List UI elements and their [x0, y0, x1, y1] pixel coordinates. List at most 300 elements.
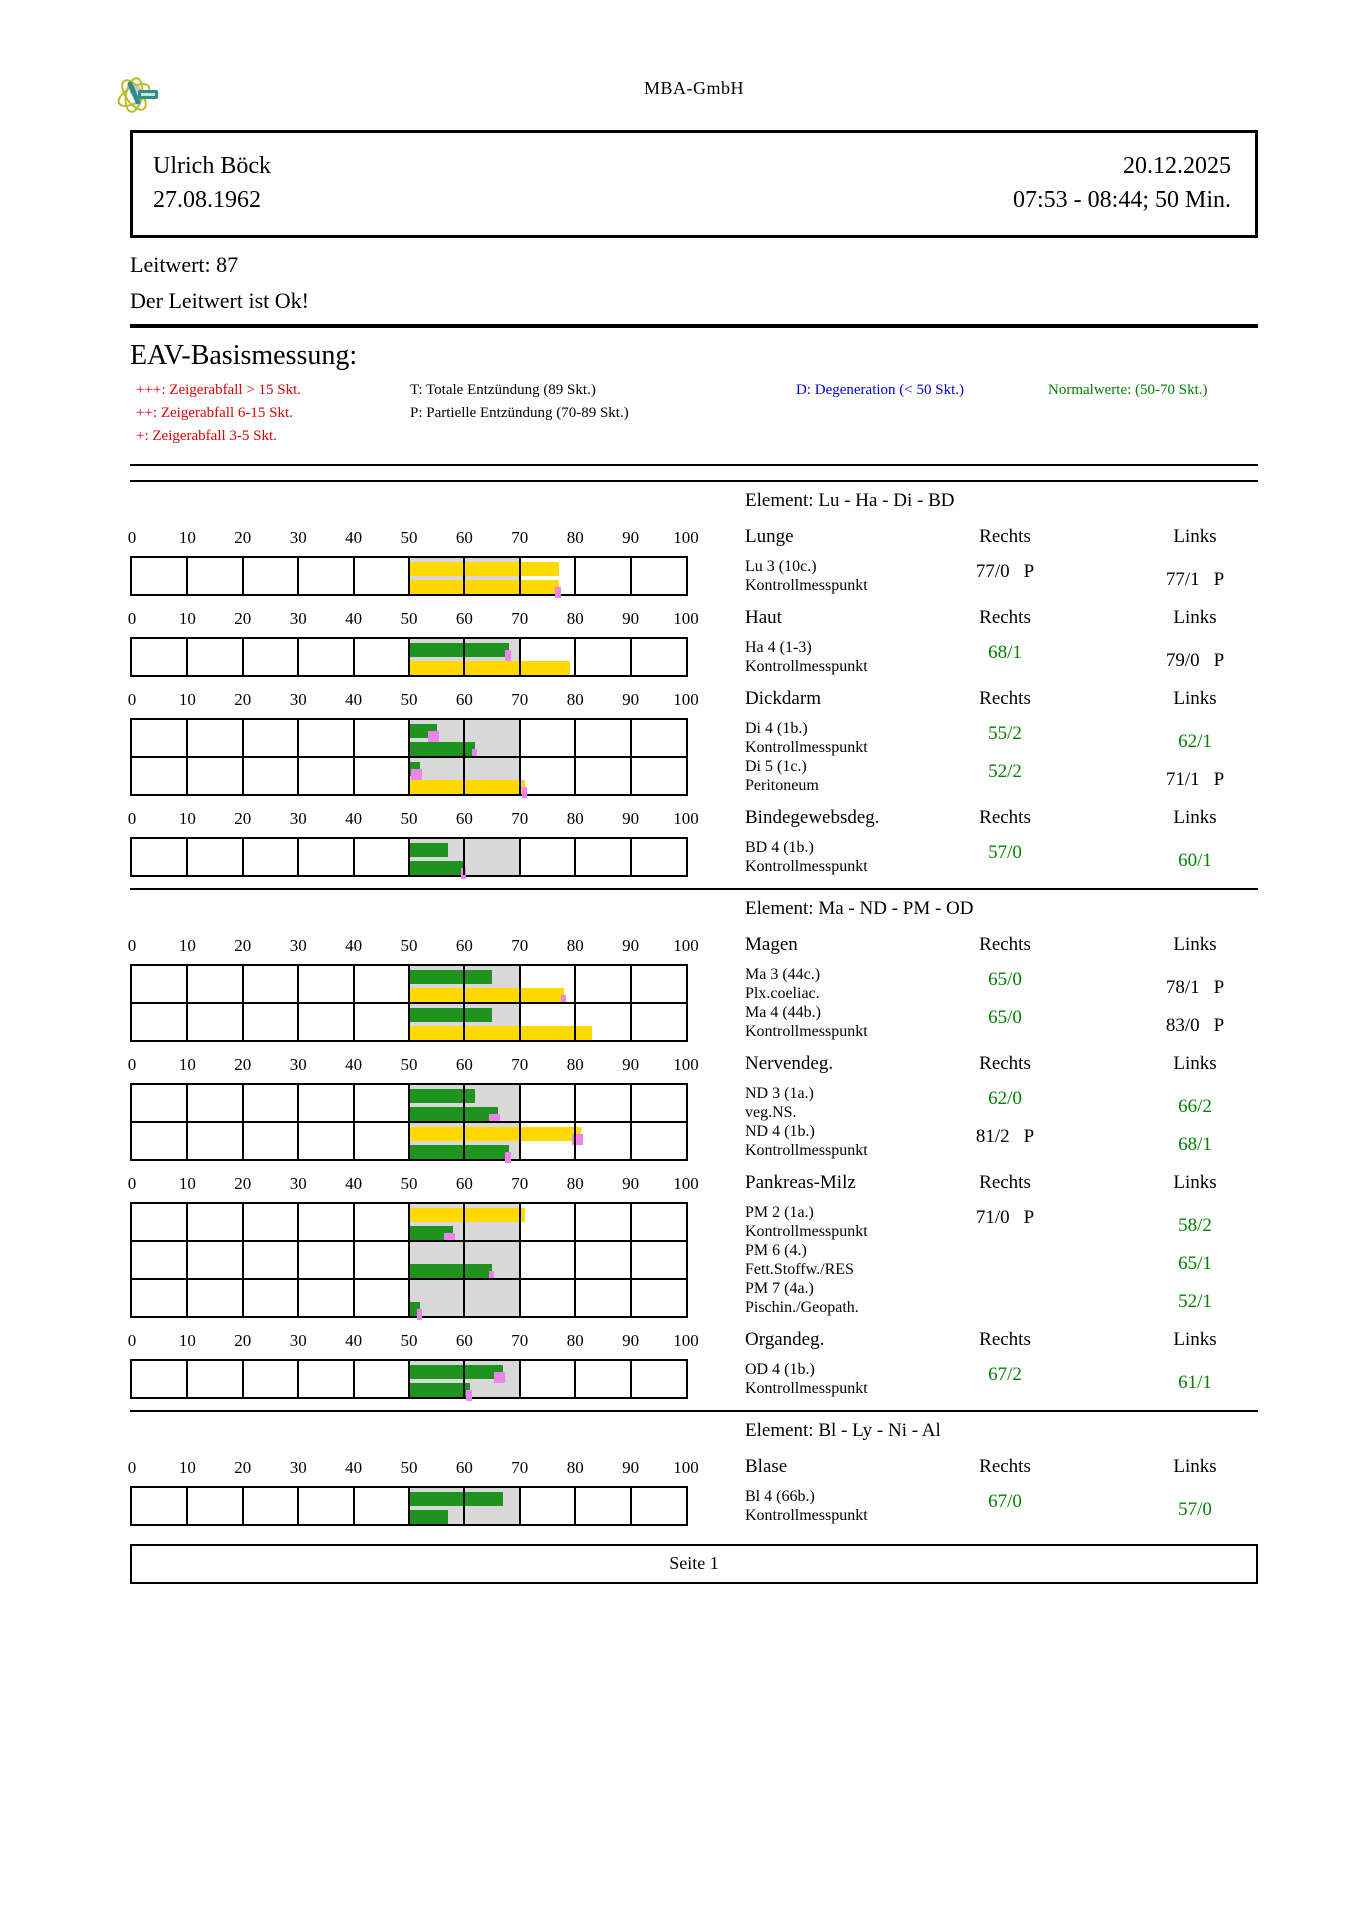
gridline — [574, 966, 576, 1002]
scale-tick: 40 — [345, 1331, 363, 1350]
gridline — [242, 720, 244, 756]
value-text: 61/1 — [1178, 1372, 1212, 1393]
scale-tick: 80 — [566, 690, 584, 709]
point-label: Pischin./Geopath. — [745, 1299, 859, 1316]
scale-tick: 30 — [289, 528, 307, 547]
drop-indicator — [417, 1309, 423, 1320]
value-rechts — [920, 1007, 1090, 1029]
gridline — [297, 758, 299, 794]
value-links — [1110, 1215, 1280, 1237]
column-header-links: Links — [1173, 1329, 1217, 1350]
measure-bar-links — [409, 661, 570, 675]
gridline — [519, 1488, 521, 1524]
point-name: Ma 4 (44b.) — [745, 1004, 821, 1021]
value-text: 83/0 — [1165, 1015, 1200, 1036]
column-header-rechts: Rechts — [979, 688, 1031, 709]
scale-tick: 40 — [345, 809, 363, 828]
scale-tick: 20 — [234, 528, 252, 547]
gridline — [574, 1204, 576, 1240]
point-label: Kontrollmesspunkt — [745, 1023, 868, 1040]
organ-name: Blase — [745, 1456, 788, 1477]
scale-tick: 100 — [673, 528, 699, 547]
scale-tick: 60 — [455, 1055, 473, 1074]
leitwert-value: Leitwert: 87 — [130, 252, 239, 277]
gridline — [353, 839, 355, 875]
scale-tick: 90 — [622, 1055, 640, 1074]
leitwert-status: Der Leitwert ist Ok! — [130, 288, 309, 313]
value-text: 77/0 — [975, 561, 1010, 582]
gridline — [574, 1361, 576, 1397]
gridline — [353, 1204, 355, 1240]
scale-tick: 70 — [511, 609, 529, 628]
scale-tick: 10 — [178, 1174, 196, 1193]
value-links — [1110, 1134, 1280, 1156]
scale-tick: 80 — [566, 1055, 584, 1074]
organ-name: Nervendeg. — [745, 1053, 834, 1074]
measure-bar-rechts — [409, 1008, 492, 1022]
gridline — [519, 1204, 521, 1240]
scale-tick: 60 — [455, 690, 473, 709]
chart-box — [130, 1202, 688, 1242]
gridline — [574, 1242, 576, 1278]
gridline — [242, 758, 244, 794]
value-rechts — [920, 642, 1090, 664]
legend-degeneration: D: Degeneration (< 50 Skt.) — [796, 382, 965, 398]
measure-point-description — [745, 1003, 917, 1041]
gridline — [297, 639, 299, 675]
column-header-rechts: Rechts — [979, 526, 1031, 547]
gridline — [519, 1085, 521, 1121]
gridline — [463, 1361, 465, 1397]
gridline — [186, 839, 188, 875]
scale-tick: 0 — [127, 1331, 137, 1350]
value-text: 62/0 — [988, 1088, 1022, 1109]
value-text: 67/0 — [988, 1491, 1022, 1512]
gridline — [297, 558, 299, 594]
organ-header-row — [127, 1329, 1258, 1355]
gridline — [519, 639, 521, 675]
point-name: PM 6 (4.) — [745, 1242, 807, 1259]
drop-indicator — [428, 731, 439, 742]
scale-tick: 70 — [511, 528, 529, 547]
partial-inflammation-flag: P — [1023, 561, 1035, 582]
value-links — [1110, 650, 1280, 672]
measure-bar-rechts — [409, 1365, 503, 1379]
scale-tick: 20 — [234, 1458, 252, 1477]
point-name: Bl 4 (66b.) — [745, 1488, 815, 1505]
scale-tick: 20 — [234, 809, 252, 828]
scale-tick: 40 — [345, 690, 363, 709]
point-label: Kontrollmesspunkt — [745, 1507, 868, 1524]
scale-tick: 100 — [673, 1055, 699, 1074]
scale-tick: 10 — [178, 609, 196, 628]
point-label: Kontrollmesspunkt — [745, 858, 868, 875]
column-header-rechts: Rechts — [979, 607, 1031, 628]
value-links — [1110, 769, 1280, 791]
measure-bar-links — [409, 742, 475, 756]
partial-inflammation-flag: P — [1213, 1015, 1225, 1036]
point-name: PM 7 (4a.) — [745, 1280, 814, 1297]
scale-tick: 20 — [234, 1331, 252, 1350]
gridline — [353, 1488, 355, 1524]
scale-tick: 50 — [400, 690, 418, 709]
organ-measurements — [130, 964, 1258, 1042]
scale-tick: 100 — [673, 1458, 699, 1477]
drop-indicator — [555, 587, 561, 598]
scale-tick: 100 — [673, 936, 699, 955]
gridline — [630, 639, 632, 675]
scale-tick: 0 — [127, 528, 137, 547]
scale-tick: 0 — [127, 809, 137, 828]
column-header-links: Links — [1173, 526, 1217, 547]
measure-bar-links — [409, 1145, 509, 1159]
scale-tick: 10 — [178, 1055, 196, 1074]
legend-red-2: ++: Zeigerabfall 6-15 Skt. — [136, 405, 293, 421]
partial-inflammation-flag: P — [1213, 650, 1225, 671]
legend-red-3: +: Zeigerabfall 3-5 Skt. — [136, 428, 277, 444]
gridline — [408, 1280, 410, 1316]
column-header-rechts: Rechts — [979, 1172, 1031, 1193]
scale-tick: 0 — [127, 1458, 137, 1477]
gridline — [353, 720, 355, 756]
scale-tick: 0 — [127, 936, 137, 955]
gridline — [463, 1123, 465, 1159]
point-label: veg.NS. — [745, 1104, 797, 1121]
gridline — [186, 1242, 188, 1278]
column-header-rechts: Rechts — [979, 1456, 1031, 1477]
gridline — [408, 558, 410, 594]
legend-partiell: P: Partielle Entzündung (70-89 Skt.) — [410, 405, 629, 421]
value-rechts — [920, 1491, 1090, 1513]
gridline — [574, 558, 576, 594]
gridline — [186, 558, 188, 594]
scale-tick: 20 — [234, 1055, 252, 1074]
gridline — [353, 758, 355, 794]
measure-point-description — [745, 1487, 917, 1525]
scale-tick: 100 — [673, 690, 699, 709]
legend-total: T: Totale Entzündung (89 Skt.) — [410, 382, 596, 398]
gridline — [463, 1242, 465, 1278]
scale-tick: 40 — [345, 1055, 363, 1074]
gridline — [242, 558, 244, 594]
gridline — [630, 1004, 632, 1040]
scale-tick: 70 — [511, 1174, 529, 1193]
gridline — [353, 1280, 355, 1316]
gridline — [574, 1488, 576, 1524]
gridline — [186, 758, 188, 794]
scale-tick: 10 — [178, 1331, 196, 1350]
value-links — [1110, 731, 1280, 753]
gridline — [408, 639, 410, 675]
gridline — [519, 720, 521, 756]
column-header-rechts: Rechts — [979, 1329, 1031, 1350]
measure-bar-links — [409, 1302, 420, 1316]
point-name: BD 4 (1b.) — [745, 839, 814, 856]
element-header: Element: Lu - Ha - Di - BD — [745, 490, 955, 511]
value-rechts — [920, 561, 1090, 583]
value-links — [1110, 1015, 1280, 1037]
gridline — [630, 1280, 632, 1316]
scale-tick: 50 — [400, 528, 418, 547]
legend — [130, 382, 1258, 454]
measure-point-description — [745, 1203, 917, 1241]
value-text: 65/0 — [988, 969, 1022, 990]
value-links — [1110, 1291, 1280, 1313]
measure-point-description — [745, 757, 917, 795]
gridline — [186, 1488, 188, 1524]
value-rechts — [920, 1364, 1090, 1386]
section-divider-rule — [130, 1410, 1258, 1412]
element-header: Element: Ma - ND - PM - OD — [745, 898, 974, 919]
gridline — [186, 1204, 188, 1240]
point-name: Lu 3 (10c.) — [745, 558, 817, 575]
gridline — [408, 1004, 410, 1040]
column-header-links: Links — [1173, 1172, 1217, 1193]
gridline — [408, 1361, 410, 1397]
scale-tick: 80 — [566, 528, 584, 547]
element-header: Element: Bl - Ly - Ni - Al — [745, 1420, 941, 1441]
gridline — [353, 1085, 355, 1121]
gridline — [408, 1488, 410, 1524]
scale-tick: 40 — [345, 1174, 363, 1193]
scale-tick: 80 — [566, 936, 584, 955]
gridline — [463, 639, 465, 675]
drop-indicator — [494, 1372, 505, 1383]
partial-inflammation-flag: P — [1213, 569, 1225, 590]
gridline — [463, 1204, 465, 1240]
column-header-rechts: Rechts — [979, 807, 1031, 828]
section-divider-rule — [130, 480, 1258, 482]
chart-box — [130, 556, 688, 596]
gridline — [408, 1123, 410, 1159]
measure-point-description — [745, 557, 917, 595]
point-name: Ha 4 (1-3) — [745, 639, 812, 656]
gridline — [519, 1280, 521, 1316]
value-text: 55/2 — [988, 723, 1022, 744]
gridline — [297, 1242, 299, 1278]
gridline — [574, 758, 576, 794]
value-text: 78/1 — [1165, 977, 1200, 998]
value-rechts — [920, 723, 1090, 745]
measure-point-description — [745, 838, 917, 876]
organ-header-row — [127, 1172, 1258, 1198]
measure-bar-links — [409, 1026, 592, 1040]
value-links — [1110, 850, 1280, 872]
chart-box — [130, 964, 688, 1004]
scale-tick: 100 — [673, 1174, 699, 1193]
gridline — [242, 1204, 244, 1240]
point-name: Di 5 (1c.) — [745, 758, 807, 775]
gridline — [242, 966, 244, 1002]
scale-tick: 80 — [566, 1174, 584, 1193]
column-header-links: Links — [1173, 1456, 1217, 1477]
scale-tick: 50 — [400, 809, 418, 828]
gridline — [297, 1361, 299, 1397]
scale-tick: 70 — [511, 690, 529, 709]
divider-rule — [130, 464, 1258, 466]
scale-tick: 70 — [511, 809, 529, 828]
gridline — [519, 758, 521, 794]
drop-indicator — [505, 650, 511, 661]
organ-header-row — [127, 607, 1258, 633]
organ-name: Pankreas-Milz — [745, 1172, 856, 1193]
measure-bar-rechts — [409, 1127, 581, 1141]
scale-tick: 60 — [455, 936, 473, 955]
patient-info-box — [130, 130, 1258, 238]
chart-box — [130, 837, 688, 877]
value-text: 52/2 — [988, 761, 1022, 782]
scale-tick: 80 — [566, 1331, 584, 1350]
gridline — [242, 1488, 244, 1524]
scale-tick: 60 — [455, 1458, 473, 1477]
value-links — [1110, 977, 1280, 999]
measure-bar-links — [409, 1264, 492, 1278]
organ-measurements — [130, 837, 1258, 877]
organ-header-row — [127, 688, 1258, 714]
gridline — [353, 1361, 355, 1397]
gridline — [630, 1361, 632, 1397]
point-label: Fett.Stoffw./RES — [745, 1261, 854, 1278]
measure-point-description — [745, 719, 917, 757]
chart-box — [130, 756, 688, 796]
organ-measurements — [130, 637, 1258, 677]
gridline — [463, 720, 465, 756]
gridline — [297, 1123, 299, 1159]
gridline — [297, 966, 299, 1002]
point-name: Ma 3 (44c.) — [745, 966, 821, 983]
scale-tick: 90 — [622, 809, 640, 828]
scale-tick: 20 — [234, 609, 252, 628]
organ-measurements — [130, 1359, 1258, 1399]
column-header-links: Links — [1173, 1053, 1217, 1074]
scale-tick: 80 — [566, 1458, 584, 1477]
gridline — [297, 839, 299, 875]
gridline — [297, 1004, 299, 1040]
gridline — [408, 966, 410, 1002]
gridline — [630, 1242, 632, 1278]
organ-name: Organdeg. — [745, 1329, 825, 1350]
organ-measurements — [130, 1083, 1258, 1161]
scale-tick: 0 — [127, 1174, 137, 1193]
gridline — [463, 966, 465, 1002]
organ-header-row — [127, 1053, 1258, 1079]
value-text: 71/0 — [975, 1207, 1010, 1228]
scale-tick: 60 — [455, 528, 473, 547]
gridline — [353, 1242, 355, 1278]
gridline — [519, 1361, 521, 1397]
gridline — [519, 1123, 521, 1159]
value-text: 62/1 — [1178, 731, 1212, 752]
gridline — [630, 1123, 632, 1159]
chart-box — [130, 1278, 688, 1318]
measure-point-description — [745, 1279, 917, 1317]
measure-point-description — [745, 1122, 917, 1160]
scale-tick: 90 — [622, 690, 640, 709]
measure-bar-links — [409, 1510, 448, 1524]
measure-bar-rechts — [409, 643, 509, 657]
chart-box — [130, 637, 688, 677]
gridline — [519, 966, 521, 1002]
scale-tick: 50 — [400, 936, 418, 955]
value-text: 65/1 — [1178, 1253, 1212, 1274]
scale-tick: 70 — [511, 1055, 529, 1074]
gridline — [519, 558, 521, 594]
value-links — [1110, 1372, 1280, 1394]
legend-normalwerte: Normalwerte: (50-70 Skt.) — [1048, 382, 1208, 398]
scale-tick: 60 — [455, 609, 473, 628]
value-rechts — [920, 1126, 1090, 1148]
scale-tick: 90 — [622, 1174, 640, 1193]
scale-tick: 50 — [400, 1055, 418, 1074]
value-text: 58/2 — [1178, 1215, 1212, 1236]
gridline — [574, 1085, 576, 1121]
scale-tick: 80 — [566, 609, 584, 628]
scale-tick: 30 — [289, 809, 307, 828]
organ-header-row — [127, 526, 1258, 552]
leitwert-block — [130, 252, 1258, 314]
chart-box — [130, 718, 688, 758]
measure-point-description — [745, 638, 917, 676]
value-text: 68/1 — [988, 642, 1022, 663]
scale-tick: 40 — [345, 936, 363, 955]
value-rechts — [920, 842, 1090, 864]
gridline — [574, 1280, 576, 1316]
page-number: Seite 1 — [669, 1553, 719, 1573]
scale-tick: 30 — [289, 1458, 307, 1477]
gridline — [630, 1204, 632, 1240]
gridline — [574, 720, 576, 756]
scale-tick: 30 — [289, 936, 307, 955]
gridline — [463, 558, 465, 594]
point-name: ND 3 (1a.) — [745, 1085, 814, 1102]
column-header-rechts: Rechts — [979, 934, 1031, 955]
value-text: 60/1 — [1178, 850, 1212, 871]
gridline — [408, 1242, 410, 1278]
point-label: Kontrollmesspunkt — [745, 739, 868, 756]
column-header-links: Links — [1173, 934, 1217, 955]
value-text: 65/0 — [988, 1007, 1022, 1028]
scale-tick: 20 — [234, 690, 252, 709]
point-name: ND 4 (1b.) — [745, 1123, 815, 1140]
drop-indicator — [411, 769, 422, 780]
gridline — [574, 639, 576, 675]
gridline — [630, 720, 632, 756]
point-label: Peritoneum — [745, 777, 819, 794]
gridline — [353, 639, 355, 675]
scale-tick: 10 — [178, 809, 196, 828]
scale-tick: 10 — [178, 1458, 196, 1477]
organ-header-row — [127, 934, 1258, 960]
gridline — [297, 1085, 299, 1121]
organ-header-row — [127, 1456, 1258, 1482]
value-rechts — [920, 969, 1090, 991]
measure-point-description — [745, 1241, 917, 1279]
scale-tick: 60 — [455, 809, 473, 828]
scale-tick: 100 — [673, 809, 699, 828]
measure-bar-links — [409, 580, 559, 594]
scale-tick: 0 — [127, 609, 137, 628]
gridline — [242, 1085, 244, 1121]
gridline — [186, 639, 188, 675]
gridline — [630, 839, 632, 875]
scale-tick: 90 — [622, 609, 640, 628]
point-label: Kontrollmesspunkt — [745, 577, 868, 594]
gridline — [242, 1280, 244, 1316]
organ-name: Dickdarm — [745, 688, 821, 709]
organ-measurements — [130, 556, 1258, 596]
scale-tick: 40 — [345, 528, 363, 547]
column-header-rechts: Rechts — [979, 1053, 1031, 1074]
